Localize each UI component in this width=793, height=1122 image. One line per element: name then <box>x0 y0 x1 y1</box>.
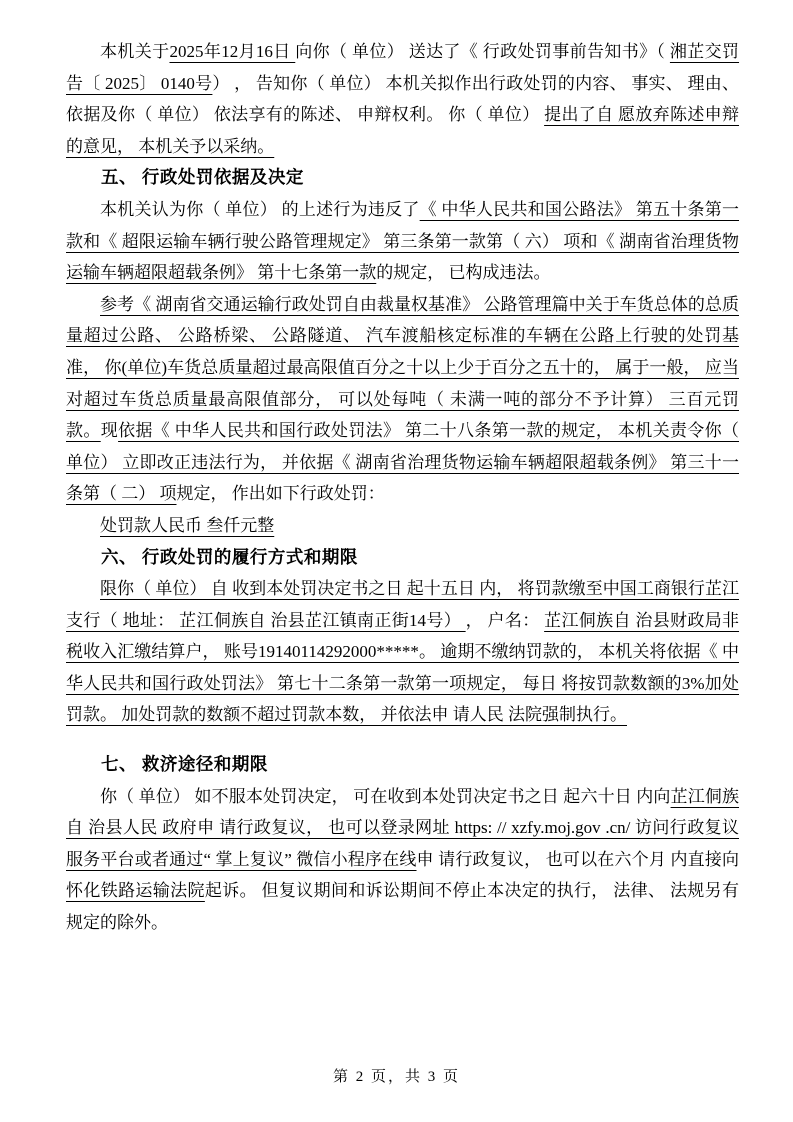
para-remedies <box>66 781 739 939</box>
text-run-underlined-review-channel: 芷江侗族自 治县人民 政府申 请行政复议， 也可以登录网址 https: // xzfy.moj.gov .cn/ 访问行政复议服务平台或者通过“ 掌上复议” 微信小程序在线 <box>66 786 740 869</box>
text-run: ， 户名： <box>465 610 545 630</box>
text-run-underlined-laws: 《 中华人民共和国公路法》 第五十条第一款和《 超限运输车辆行驶公路管理规定》 第三条第一款第（ 六） 项和《 湖南省治理货物运输车辆超限超载条例》 第十七条第一款 <box>66 199 740 283</box>
heading-section-5: 五、 行政处罚依据及决定 <box>101 167 304 188</box>
text-run: 规定， 作出如下行政处罚： <box>176 484 385 504</box>
para-legal-basis <box>66 194 739 289</box>
text-run: 你（ 单位） 如不服本处罚决定， 可在收到本处罚决定书之日 起六十日 内向 <box>100 786 671 806</box>
heading-section-7: 七、 救济途径和期限 <box>101 754 268 775</box>
text-run-underlined-fine: 处罚款人民币 叁仟元整 <box>100 515 275 535</box>
para-prior-notice <box>66 36 739 162</box>
text-run-underlined-bank: 限你（ 单位） 自 收到本处罚决定书之日 起十五日 内， 将罚款缴至中国工商银行芷江支行（ 地址： 芷江侗族自 治县芷江镇南正街14号） <box>66 579 739 630</box>
text-run: 现 <box>100 421 119 441</box>
text-run: 本机关于 <box>100 42 170 61</box>
text-run: 申 请行政复议， 也可以在六个月 内直接向 <box>416 849 739 869</box>
text-run-underlined-court: 怀化铁路运输法院 <box>66 881 205 901</box>
text-run: 本机关认为你（ 单位） 的上述行为违反了 <box>100 199 420 219</box>
text-run: 的规定， 已构成违法。 <box>376 263 551 283</box>
text-run-underlined-discretion: 参考《 湖南省交通运输行政处罚自由裁量权基准》 公路管理篇中关于车货总体的总质量超过公路、 公路桥梁、 公路隧道、 汽车渡船核定标准的车辆在公路上行驶的处罚基准， 你(单位)车货总质量超过最高限值百分之十以上少于百分之五十的， 属于一般， 应当对超过车货总质量最高限值部分， 可以处每吨（ 未满一吨的部分不予计算） 三百元罚款。 <box>66 294 739 441</box>
text-run: ） ， 告知你（ 单位） 本机关拟作出行政处罚的内容、 事实、 理由、 依据及你（ 单位） 依法享有的陈述、 申辩权利。 你（ 单位） <box>66 73 740 125</box>
text-run-underlined-doc-number: 湘芷交罚告〔 2025〕 0140号 <box>66 42 740 93</box>
text-run-underlined-account: 芷江侗族自 治县财政局非税收入汇缴结算户， 账号19140114292000*****。 逾期不缴纳罚款的， 本机关将依据《 中华人民共和国行政处罚法》 第七十二条第一款第一项规定， 每日 将按罚款数额的3%加处罚款。 加处罚款的数额不超过罚款本数， 并依法申 请人民 法院强制执行。 <box>66 610 740 725</box>
text-run-underlined-waiver: 提出了自 愿放弃陈述申辩的意见， 本机关予以采纳。 <box>66 105 740 156</box>
text-run: 向你（ 单位） 送达了《 行政处罚事前告知书》（ <box>295 42 670 61</box>
text-run-underlined-date: 2025年12月16日 <box>169 42 296 61</box>
text-run: 起诉。 但复议期间和诉讼期间不停止本决定的执行， 法律、 法规另有规定的除外。 <box>66 881 740 933</box>
para-payment-terms <box>66 573 739 731</box>
page-footer: 第 2 页，共 3 页 <box>332 1069 460 1086</box>
para-penalty-amount <box>66 510 739 542</box>
heading-section-6: 六、 行政处罚的履行方式和期限 <box>101 546 358 567</box>
text-run-underlined-statute: 依据《 中华人民共和国行政处罚法》 第二十八条第一款的规定， 本机关责令你（ 单位） 立即改正违法行为， 并依据《 湖南省治理货物运输车辆超限超载条例》 第三十一条第（ 二） 项 <box>66 421 740 504</box>
para-discretion-basis <box>66 289 739 510</box>
